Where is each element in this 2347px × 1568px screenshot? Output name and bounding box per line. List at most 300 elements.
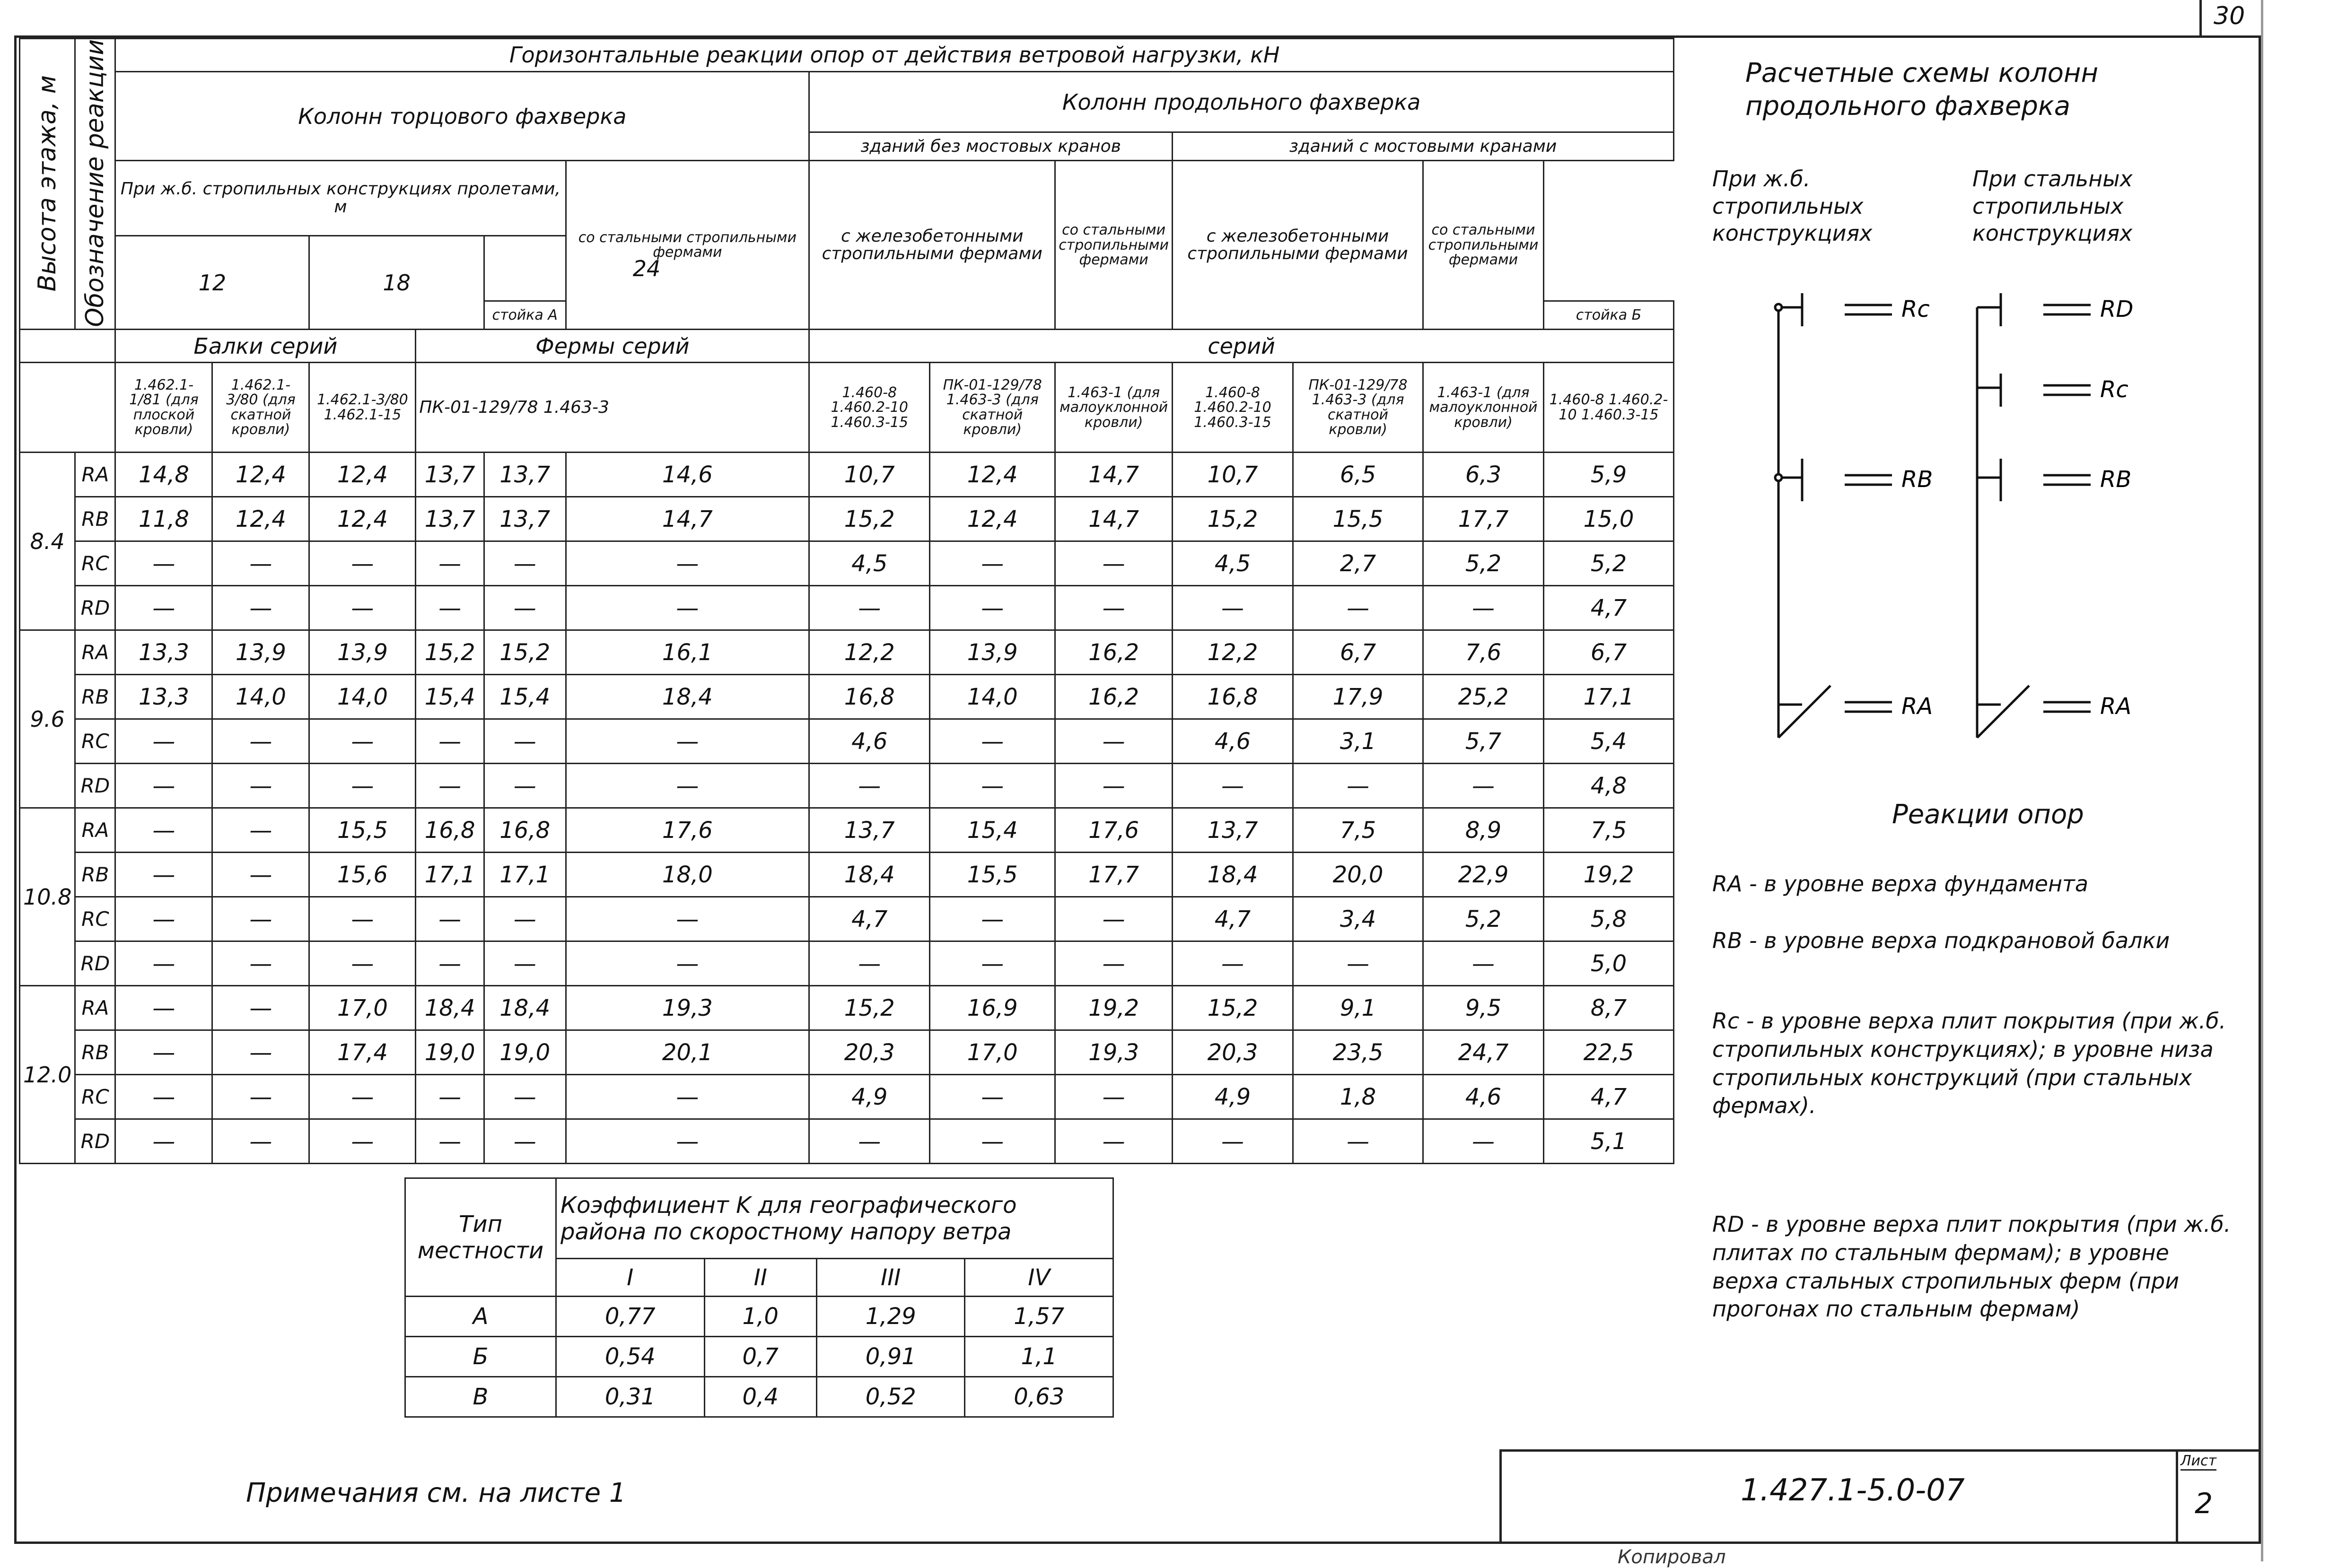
height-header: Высота этажа, м — [20, 39, 75, 330]
reaction-def-a — [1712, 870, 2233, 898]
with-cranes-header: зданий с мостовыми кранами — [1173, 132, 1674, 161]
coef-cell: 1,29 — [816, 1297, 965, 1337]
value-cell: — — [212, 853, 309, 897]
value-cell: — — [566, 541, 809, 586]
value-cell: — — [484, 941, 566, 986]
series-header: серий — [809, 330, 1674, 363]
value-cell: — — [212, 1119, 309, 1164]
region-1: I — [556, 1259, 705, 1297]
value-cell: 13,9 — [212, 630, 309, 675]
value-cell: 5,9 — [1544, 453, 1674, 497]
value-cell: 20,1 — [566, 1030, 809, 1075]
value-cell: — — [115, 541, 212, 586]
value-cell: — — [1055, 1075, 1173, 1119]
value-cell: 14,7 — [566, 497, 809, 541]
value-cell: — — [566, 941, 809, 986]
value-cell: 18,4 — [809, 853, 930, 897]
value-cell: 16,8 — [484, 808, 566, 853]
value-cell: 15,2 — [809, 986, 930, 1030]
value-cell: 23,5 — [1293, 1030, 1423, 1075]
value-cell: — — [809, 941, 930, 986]
value-cell: 4,7 — [1544, 586, 1674, 630]
reaction-label: RВ — [75, 675, 115, 719]
value-cell: — — [566, 764, 809, 808]
value-cell: 17,4 — [309, 1030, 416, 1075]
column-schemes-diagram — [1712, 265, 2233, 775]
label-ra-right: RA — [2100, 693, 2132, 720]
long-columns-header: Колонн продольного фахверка — [809, 72, 1674, 132]
value-cell: 16,8 — [809, 675, 930, 719]
steel-trusses-header-1: со стальными стропильными фермами — [566, 161, 809, 330]
sheet-value: 2 — [2195, 1487, 2213, 1520]
reaction-def-c — [1712, 1007, 2233, 1120]
reaction-key: RD — [1712, 1211, 1744, 1237]
value-cell: 18,4 — [484, 986, 566, 1030]
value-cell: — — [212, 719, 309, 764]
value-cell: — — [1293, 941, 1423, 986]
reaction-key: RA — [1712, 871, 1743, 897]
value-cell: — — [309, 586, 416, 630]
value-cell: 14,7 — [1055, 453, 1173, 497]
value-cell: 5,2 — [1423, 541, 1544, 586]
value-cell: — — [930, 719, 1055, 764]
post-a: стойка А — [484, 301, 566, 330]
value-cell: — — [484, 764, 566, 808]
value-cell: 15,5 — [1293, 497, 1423, 541]
value-cell: — — [309, 719, 416, 764]
reaction-label: RА — [75, 986, 115, 1030]
value-cell: 5,2 — [1544, 541, 1674, 586]
value-cell: 3,1 — [1293, 719, 1423, 764]
value-cell: 12,4 — [309, 453, 416, 497]
reaction-text: - в уровне верха подкрановой балки — [1749, 928, 2170, 953]
value-cell: 20,3 — [809, 1030, 930, 1075]
notes-reference: Примечания см. на листе 1 — [246, 1478, 626, 1508]
value-cell: 4,6 — [1173, 719, 1293, 764]
table-row — [20, 1119, 1674, 1164]
value-cell: 13,7 — [484, 497, 566, 541]
table-row — [20, 1030, 1674, 1075]
value-cell: — — [309, 941, 416, 986]
value-cell: — — [212, 941, 309, 986]
reaction-header: Обозначение реакции — [75, 39, 115, 330]
value-cell: — — [115, 586, 212, 630]
value-cell: 4,7 — [1173, 897, 1293, 941]
value-cell: — — [115, 897, 212, 941]
reaction-label: RD — [75, 764, 115, 808]
value-cell: — — [416, 941, 484, 986]
value-cell: — — [309, 897, 416, 941]
value-cell: 13,9 — [930, 630, 1055, 675]
value-cell: — — [1055, 586, 1173, 630]
value-cell: 4,7 — [809, 897, 930, 941]
reaction-label: RС — [75, 1075, 115, 1119]
reaction-label: RD — [75, 941, 115, 986]
series-3: 1.462.1-3/80 1.462.1-15 — [309, 363, 416, 453]
value-cell: 15,5 — [930, 853, 1055, 897]
reaction-label: RС — [75, 719, 115, 764]
value-cell: 17,1 — [484, 853, 566, 897]
post-b: стойка Б — [1544, 301, 1674, 330]
value-cell: — — [1293, 586, 1423, 630]
value-cell: — — [115, 1075, 212, 1119]
reaction-label: RВ — [75, 853, 115, 897]
value-cell: — — [416, 586, 484, 630]
value-cell: 17,0 — [309, 986, 416, 1030]
table-row — [20, 853, 1674, 897]
table-row — [20, 986, 1674, 1030]
table-row — [20, 675, 1674, 719]
value-cell: 5,4 — [1544, 719, 1674, 764]
coef-cell: 0,77 — [556, 1297, 705, 1337]
value-cell: 14,0 — [309, 675, 416, 719]
value-cell: 5,1 — [1544, 1119, 1674, 1164]
value-cell: 25,2 — [1423, 675, 1544, 719]
value-cell: 4,5 — [1173, 541, 1293, 586]
table-row — [20, 1075, 1674, 1119]
value-cell: — — [309, 541, 416, 586]
document-number: 1.427.1-5.0-07 — [1741, 1473, 1965, 1508]
value-cell: 18,4 — [566, 675, 809, 719]
value-cell: 4,9 — [1173, 1075, 1293, 1119]
reaction-label: RВ — [75, 497, 115, 541]
value-cell: — — [1423, 941, 1544, 986]
value-cell: — — [930, 764, 1055, 808]
value-cell: 15,2 — [1173, 497, 1293, 541]
value-cell: — — [212, 586, 309, 630]
value-cell: 12,4 — [930, 453, 1055, 497]
value-cell: 20,0 — [1293, 853, 1423, 897]
rc-spans-header: При ж.б. стропильных конструкциях пролетами, м — [115, 161, 566, 235]
end-columns-header: Колонн торцового фахверка — [115, 72, 809, 161]
value-cell: 15,4 — [484, 675, 566, 719]
series-8: 1.460-8 1.460.2-10 1.460.3-15 — [1173, 363, 1293, 453]
value-cell: 8,9 — [1423, 808, 1544, 853]
value-cell: 15,2 — [809, 497, 930, 541]
value-cell: — — [809, 586, 930, 630]
label-rc-right: Rc — [2100, 376, 2128, 403]
value-cell: 15,5 — [309, 808, 416, 853]
value-cell: — — [1055, 1119, 1173, 1164]
reaction-text: - в уровне верха фундамента — [1749, 871, 2089, 897]
value-cell: — — [484, 541, 566, 586]
value-cell: 10,7 — [809, 453, 930, 497]
value-cell: 5,8 — [1544, 897, 1674, 941]
value-cell: — — [416, 719, 484, 764]
rc-schemes-header: При ж.б. стропильных конструкциях — [1712, 166, 1873, 246]
value-cell: 17,7 — [1423, 497, 1544, 541]
value-cell: 12,4 — [212, 497, 309, 541]
value-cell: 17,1 — [1544, 675, 1674, 719]
value-cell: 13,7 — [809, 808, 930, 853]
value-cell: 13,3 — [115, 675, 212, 719]
value-cell: 16,8 — [416, 808, 484, 853]
floor-height: 9.6 — [20, 630, 75, 808]
value-cell: 5,2 — [1423, 897, 1544, 941]
value-cell: 7,5 — [1293, 808, 1423, 853]
value-cell: — — [115, 1030, 212, 1075]
value-cell: — — [115, 941, 212, 986]
value-cell: 4,7 — [1544, 1075, 1674, 1119]
value-cell: — — [1173, 764, 1293, 808]
value-cell: — — [1423, 1119, 1544, 1164]
value-cell: 17,6 — [566, 808, 809, 853]
table-row — [20, 897, 1674, 941]
series-10: 1.463-1 (для малоуклонной кровли) — [1423, 363, 1544, 453]
table-row — [20, 541, 1674, 586]
reaction-label: RА — [75, 808, 115, 853]
value-cell: 19,0 — [484, 1030, 566, 1075]
coef-cell: 0,63 — [965, 1377, 1113, 1417]
value-cell: 19,3 — [566, 986, 809, 1030]
value-cell: 19,2 — [1544, 853, 1674, 897]
value-cell: — — [566, 1119, 809, 1164]
value-cell: — — [1423, 764, 1544, 808]
reaction-label: RА — [75, 453, 115, 497]
value-cell: 13,7 — [416, 497, 484, 541]
wind-reactions-table — [19, 38, 1674, 1164]
coefficient-table — [404, 1177, 1114, 1418]
value-cell: — — [115, 808, 212, 853]
value-cell: 13,7 — [416, 453, 484, 497]
value-cell: 20,3 — [1173, 1030, 1293, 1075]
table-row — [20, 941, 1674, 986]
value-cell: — — [309, 764, 416, 808]
value-cell: — — [566, 1075, 809, 1119]
value-cell: — — [212, 986, 309, 1030]
value-cell: — — [566, 586, 809, 630]
schemes-title: Расчетные схемы колонн продольного фахверка — [1745, 58, 2099, 122]
label-rd-right: RD — [2100, 296, 2134, 322]
value-cell: — — [930, 541, 1055, 586]
steel-trusses-header-2: со стальными стропильными фермами — [1055, 161, 1173, 330]
terrain-type: Б — [405, 1337, 556, 1377]
table-row — [20, 630, 1674, 675]
table-row — [20, 764, 1674, 808]
table-title: Горизонтальные реакции опор от действия ветровой нагрузки, кН — [115, 39, 1674, 72]
value-cell: — — [1055, 897, 1173, 941]
table-row — [20, 453, 1674, 497]
sheet-label: Лист — [2181, 1453, 2216, 1471]
series-1: 1.462.1-1/81 (для плоской кровли) — [115, 363, 212, 453]
coef-cell: 0,91 — [816, 1337, 965, 1377]
span-18: 18 — [309, 235, 484, 329]
floor-height: 12.0 — [20, 986, 75, 1164]
value-cell: 10,7 — [1173, 453, 1293, 497]
series-4: ПК-01-129/78 1.463-3 — [416, 363, 809, 453]
trusses-header: Фермы серий — [416, 330, 809, 363]
label-rb-right: RB — [2100, 466, 2132, 493]
value-cell: 24,7 — [1423, 1030, 1544, 1075]
value-cell: — — [1173, 1119, 1293, 1164]
value-cell: 16,1 — [566, 630, 809, 675]
value-cell: — — [212, 1075, 309, 1119]
value-cell: 15,2 — [484, 630, 566, 675]
value-cell: — — [1173, 586, 1293, 630]
table-row — [20, 808, 1674, 853]
value-cell: 18,0 — [566, 853, 809, 897]
coef-cell: 0,31 — [556, 1377, 705, 1417]
label-rb-left: RB — [1901, 466, 1933, 493]
value-cell: 6,3 — [1423, 453, 1544, 497]
value-cell: 15,4 — [930, 808, 1055, 853]
value-cell: 12,4 — [309, 497, 416, 541]
floor-height: 10.8 — [20, 808, 75, 986]
beams-header: Балки серий — [115, 330, 416, 363]
reactions-title: Реакции опор — [1892, 799, 2084, 830]
value-cell: 3,4 — [1293, 897, 1423, 941]
value-cell: 13,7 — [1173, 808, 1293, 853]
region-4: IV — [965, 1259, 1113, 1297]
reaction-text: - в уровне верха плит покрытия (при ж.б. плитах по стальным фермам); в уровне верха стальных стропильных ферм (при прогонах по стальным фермам) — [1712, 1211, 2231, 1322]
value-cell: 7,6 — [1423, 630, 1544, 675]
value-cell: 15,2 — [1173, 986, 1293, 1030]
series-6: ПК-01-129/78 1.463-3 (для скатной кровли) — [930, 363, 1055, 453]
value-cell: 16,2 — [1055, 630, 1173, 675]
value-cell: 13,7 — [484, 453, 566, 497]
value-cell: 12,4 — [930, 497, 1055, 541]
reaction-key: RB — [1712, 928, 1743, 953]
value-cell: 22,9 — [1423, 853, 1544, 897]
value-cell: 6,7 — [1544, 630, 1674, 675]
reaction-def-d — [1712, 1211, 2233, 1324]
value-cell: — — [930, 941, 1055, 986]
value-cell: 19,3 — [1055, 1030, 1173, 1075]
value-cell: 5,0 — [1544, 941, 1674, 986]
value-cell: 19,2 — [1055, 986, 1173, 1030]
value-cell: 4,6 — [1423, 1075, 1544, 1119]
value-cell: — — [566, 897, 809, 941]
value-cell: — — [115, 853, 212, 897]
reaction-key: Rc — [1712, 1008, 1740, 1034]
steel-schemes-header: При стальных стропильных конструкциях — [1972, 166, 2133, 246]
span-24: 24 — [484, 235, 809, 301]
value-cell: 2,7 — [1293, 541, 1423, 586]
value-cell: 17,1 — [416, 853, 484, 897]
value-cell: — — [115, 764, 212, 808]
value-cell: 4,9 — [809, 1075, 930, 1119]
terrain-type: А — [405, 1297, 556, 1337]
value-cell: — — [416, 541, 484, 586]
value-cell: 18,4 — [1173, 853, 1293, 897]
value-cell: — — [484, 719, 566, 764]
value-cell: 15,2 — [416, 630, 484, 675]
value-cell: 7,5 — [1544, 808, 1674, 853]
value-cell: 4,8 — [1544, 764, 1674, 808]
value-cell: — — [1173, 941, 1293, 986]
value-cell: 22,5 — [1544, 1030, 1674, 1075]
label-ra-left: RA — [1901, 693, 1933, 720]
value-cell: 15,4 — [416, 675, 484, 719]
reaction-label: RА — [75, 630, 115, 675]
value-cell: — — [212, 1030, 309, 1075]
reaction-label: RВ — [75, 1030, 115, 1075]
value-cell: — — [309, 1119, 416, 1164]
value-cell: — — [1293, 1119, 1423, 1164]
sheet-number: 30 — [2214, 2, 2245, 30]
value-cell: 12,4 — [212, 453, 309, 497]
binding-line — [2261, 0, 2263, 1561]
value-cell: — — [1293, 764, 1423, 808]
reaction-text: - в уровне верха плит покрытия (при ж.б. стропильных конструкциях); в уровне низа стропильных конструкций (при стальных фермах). — [1712, 1008, 2226, 1119]
value-cell: — — [115, 1119, 212, 1164]
value-cell: 16,8 — [1173, 675, 1293, 719]
steel-trusses-header-3: со стальными стропильными фермами — [1423, 161, 1544, 330]
table-row — [20, 719, 1674, 764]
coefficient-header: Коэффициент K для географического района по скоростному напору ветра — [556, 1178, 1113, 1259]
region-3: III — [816, 1259, 965, 1297]
value-cell: 14,7 — [1055, 497, 1173, 541]
value-cell: — — [115, 719, 212, 764]
label-rc-left: Rc — [1901, 296, 1930, 322]
span-12: 12 — [115, 235, 309, 329]
value-cell: — — [212, 764, 309, 808]
value-cell: — — [484, 1119, 566, 1164]
value-cell: 9,1 — [1293, 986, 1423, 1030]
coef-cell: 0,52 — [816, 1377, 965, 1417]
value-cell: — — [416, 897, 484, 941]
value-cell: 12,2 — [1173, 630, 1293, 675]
value-cell: — — [416, 764, 484, 808]
value-cell: 11,8 — [115, 497, 212, 541]
value-cell: — — [1423, 586, 1544, 630]
value-cell: — — [930, 1119, 1055, 1164]
coef-cell: 1,57 — [965, 1297, 1113, 1337]
value-cell: 14,0 — [212, 675, 309, 719]
no-cranes-header: зданий без мостовых кранов — [809, 132, 1173, 161]
value-cell: 16,9 — [930, 986, 1055, 1030]
value-cell: 15,6 — [309, 853, 416, 897]
value-cell: 1,8 — [1293, 1075, 1423, 1119]
value-cell: 8,7 — [1544, 986, 1674, 1030]
value-cell: 16,2 — [1055, 675, 1173, 719]
series-2: 1.462.1-3/80 (для скатной кровли) — [212, 363, 309, 453]
value-cell: 13,3 — [115, 630, 212, 675]
value-cell: 17,9 — [1293, 675, 1423, 719]
value-cell: 6,5 — [1293, 453, 1423, 497]
coef-cell: 1,0 — [704, 1297, 816, 1337]
value-cell: — — [1055, 941, 1173, 986]
value-cell: 17,6 — [1055, 808, 1173, 853]
coef-cell: 1,1 — [965, 1337, 1113, 1377]
value-cell: — — [1055, 764, 1173, 808]
value-cell: 19,0 — [416, 1030, 484, 1075]
value-cell: 5,7 — [1423, 719, 1544, 764]
value-cell: 17,0 — [930, 1030, 1055, 1075]
value-cell: — — [809, 764, 930, 808]
series-7: 1.463-1 (для малоуклонной кровли) — [1055, 363, 1173, 453]
value-cell: 9,5 — [1423, 986, 1544, 1030]
copied-by-label: Копировал — [1618, 1546, 1726, 1568]
terrain-type: В — [405, 1377, 556, 1417]
value-cell: — — [1055, 541, 1173, 586]
reaction-def-b — [1712, 927, 2233, 955]
value-cell: — — [930, 1075, 1055, 1119]
value-cell: — — [809, 1119, 930, 1164]
value-cell: — — [566, 719, 809, 764]
value-cell: — — [484, 897, 566, 941]
value-cell: 15,0 — [1544, 497, 1674, 541]
value-cell: 14,8 — [115, 453, 212, 497]
reaction-label: RС — [75, 897, 115, 941]
value-cell: — — [484, 1075, 566, 1119]
coef-cell: 0,54 — [556, 1337, 705, 1377]
value-cell: 4,5 — [809, 541, 930, 586]
table-row — [20, 586, 1674, 630]
value-cell: — — [1055, 719, 1173, 764]
floor-height: 8.4 — [20, 453, 75, 630]
coef-cell: 0,7 — [704, 1337, 816, 1377]
